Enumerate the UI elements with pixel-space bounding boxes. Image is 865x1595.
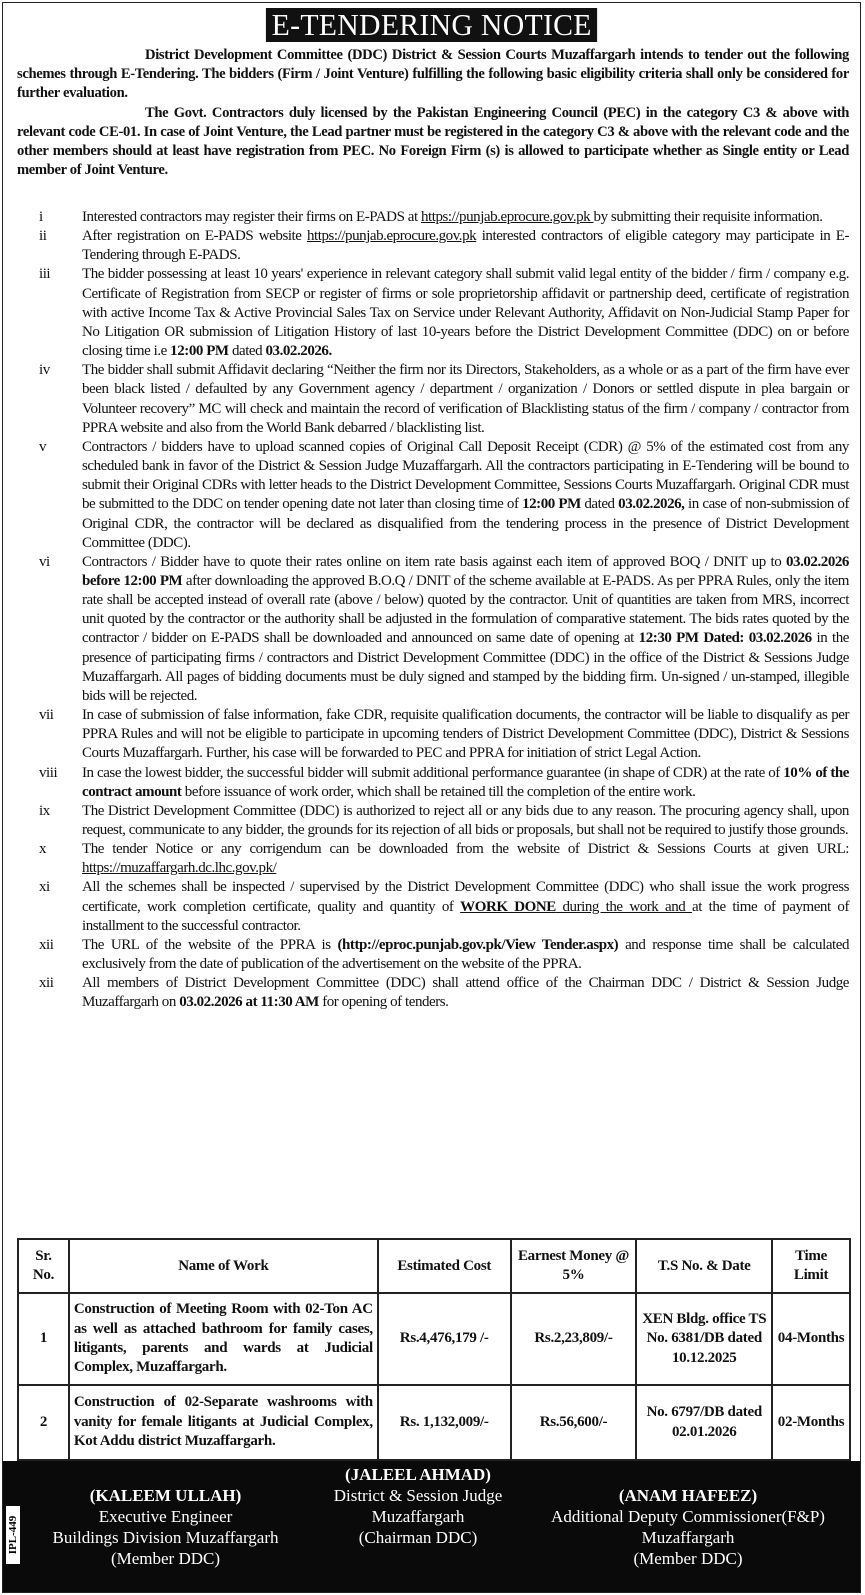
item-bold-text: 12:00 PM: [170, 343, 229, 360]
item-number: viii: [39, 764, 58, 781]
signatory-right: [523, 1485, 853, 1569]
item-text: at the time of payment of installment to the successful contractor.: [82, 898, 849, 934]
epads-link[interactable]: https://punjab.eprocure.gov.pk: [306, 228, 477, 245]
epads-link[interactable]: https://punjab.eprocure.gov.pk: [420, 209, 594, 225]
cell-earnest-money: Rs.2,23,809/-: [511, 1293, 637, 1385]
item-text: The tender Notice or any corrigendum can be downloaded from the website of District & Sessions Courts at given URL:: [82, 841, 849, 858]
condition-item: [17, 936, 849, 974]
cell-sr: 2: [18, 1385, 69, 1460]
header-earnest-money: Earnest Money @ 5%: [511, 1239, 637, 1293]
item-number: xii: [39, 975, 54, 992]
condition-item: [17, 706, 849, 763]
item-number: v: [39, 438, 47, 455]
item-text: after downloading the approved B.O.Q / DNIT of the scheme available at E-PADS. As per PPRA Rules, only the item rate shall be accepted instead of overall rate (above / below) quoted by the contractor. Unit of quantities are taken from MRS, incorrect unit quoted by the contractor or the authority shall be adjusted in the formulation of comparative statement. The bids rates quoted by the contractor / bidder on E-PADS shall be downloaded and announced on same date of opening at: [82, 572, 849, 647]
signatory-role: (Member DDC): [110, 1549, 221, 1568]
item-bold-text: 03.02.2026,: [618, 496, 685, 513]
item-text: The bidder possessing at least 10 years' experience in relevant category shall submit valid legal entity of the bidder / firm / company e.g. Certificate of Registration from SECP or register of firms or sole proprietorship affidavit or partnership deed, certificate of registration with active Income Tax & Active Provincial Sales Tax on Service under Relevant Authority, Affidavit on Non-Judicial Stamp Paper for No Litigation OR submission of Litigation History of last 10-years before the District Development Committee (DDC) on or before closing time i.e: [82, 266, 849, 360]
signatory-office: Muzaffargarh: [371, 1507, 465, 1526]
condition-item: [17, 974, 849, 1012]
item-text: by submitting their requisite information.: [593, 209, 823, 225]
item-text: In case of submission of false information, fake CDR, requisite qualification documents, the contractor will be liable to disqualify as per PPRA Rules and will not be eligible to participate in upcoming tenders of District Development Committee (DDC), District & Sessions Courts Muzaffargarh. Further, his case will be forwarded to PEC and PPRA for initiation of strict Legal Action.: [82, 707, 849, 762]
intro-text: [17, 46, 849, 180]
item-bold-text: 12:00 PM: [522, 496, 581, 513]
cell-name-of-work: Construction of Meeting Room with 02-Ton AC as well as attached bathroom for family cases, litigants, parents and wards at Judicial Complex, Muzaffargarh.: [69, 1293, 378, 1385]
item-bold-text: 03.02.2026.: [265, 343, 332, 360]
tender-notice-page: [2, 2, 861, 1593]
conditions-list: [17, 208, 849, 1013]
condition-item: [17, 840, 849, 878]
item-text: Interested contractors may register their firms on E-PADS at: [82, 209, 421, 225]
condition-item: [17, 764, 849, 802]
signatory-name: (KALEEM ULLAH): [89, 1486, 242, 1505]
table-header-row: [18, 1239, 850, 1293]
condition-item: [17, 802, 849, 840]
header-sr-no: Sr. No.: [18, 1239, 69, 1293]
cell-estimated-cost: Rs. 1,132,009/-: [378, 1385, 511, 1460]
item-number: iii: [39, 266, 51, 283]
table-row: [18, 1385, 850, 1460]
ipl-code-label: [6, 1506, 20, 1564]
item-underlined-text: during the work and: [555, 898, 693, 915]
table-row: [18, 1293, 850, 1385]
condition-item: [17, 227, 849, 265]
cell-time-limit: 04-Months: [772, 1293, 850, 1385]
item-bold-text: 12:30 PM Dated: 03.02.2026: [638, 630, 812, 647]
condition-item: [17, 361, 849, 438]
item-underlined-bold-text: WORK DONE: [460, 898, 556, 915]
title-wrap: [3, 8, 860, 42]
cell-earnest-money: Rs.56,600/-: [511, 1385, 637, 1460]
item-number: vii: [39, 707, 54, 724]
item-text: in the presence of participating firms / contractors and District Development Committee (DDC) in the office of the District & Sessions Judge Muzaffargarh. All pages of bidding documents must be duly signed and stamped by the bidding firm. Un-signed / un-stamped, illegible bids will be rejected.: [82, 630, 849, 704]
item-bold-text: 03.02.2026 at 11:30 AM: [179, 994, 319, 1011]
item-bold-text: 10% of the contract amount: [82, 764, 849, 800]
signatory-title: District & Session Judge: [333, 1486, 503, 1505]
condition-item: [17, 553, 849, 706]
works-table: [17, 1238, 851, 1461]
condition-item: [17, 265, 849, 361]
signatory-office: Muzaffargarh: [641, 1528, 735, 1547]
header-ts-no-date: T.S No. & Date: [636, 1239, 772, 1293]
item-text: The District Development Committee (DDC) is authorized to reject all or any bids due to any reason. The procuring agency shall, upon request, communicate to any bidder, the grounds for its rejection of all bids or proposals, but shall not be required to justify those grounds.: [82, 802, 849, 838]
item-number: vi: [39, 553, 50, 570]
item-number: xi: [39, 879, 50, 896]
cell-ts-no-date: No. 6797/DB dated 02.01.2026: [636, 1385, 772, 1460]
item-number: iv: [39, 362, 50, 379]
signatory-middle: [313, 1464, 523, 1548]
intro-paragraph-1: District Development Committee (DDC) District & Session Courts Muzaffargarh intends to tender out the following schemes through E-Tendering. The bidders (Firm / Joint Venture) fulfilling the following basic eligibility criteria shall only be considered for further evaluation.: [17, 47, 849, 102]
item-text: The bidder shall submit Affidavit declaring “Neither the firm nor its Directors, Stakeholders, as a whole or as a part of the firm have ever been black listed / defaulted by any Government agency / department / organization / Donors or settled dispute in plea bargain or Volunteer recovery” MC will check and maintain the record of verification of Blacklisting status of the firm / company / contractor from PPRA website and also from the World Bank debarred / blacklisting list.: [82, 362, 849, 436]
item-text: in case of non-submission of Original CDR, the contractor will be declared as disqualified from the tendering process in the presence of District Development Committee (DDC).: [82, 496, 849, 551]
cell-time-limit: 02-Months: [772, 1385, 850, 1460]
condition-item: [17, 208, 849, 227]
header-time-limit: Time Limit: [772, 1239, 850, 1293]
intro-paragraph-2: The Govt. Contractors duly licensed by the Pakistan Engineering Council (PEC) in the category C3 & above with relevant code CE-01. In case of Joint Venture, the Lead partner must be registered in the category C3 & above with the relevant code and the other members should at least have registration from PEC. No Foreign Firm (s) is allowed to participate whether as Single entity or Lead member of Joint Venture.: [17, 104, 849, 179]
item-text: In case the lowest bidder, the successful bidder will submit additional performance guarantee (in shape of CDR) at the rate of: [82, 764, 784, 781]
signatory-name: (JALEEL AHMAD): [345, 1465, 491, 1484]
header-name-of-work: Name of Work: [69, 1239, 378, 1293]
item-text: interested contractors of eligible category may participate in E-Tendering through E-PADS.: [82, 228, 849, 264]
item-number: xii: [39, 936, 54, 953]
ipl-code: IPL-449: [7, 1515, 19, 1555]
signatory-role: (Member DDC): [633, 1549, 743, 1568]
item-number: ii: [39, 228, 47, 245]
item-text: before issuance of work order, which shall be retained till the completion of the entire work.: [181, 783, 696, 800]
signatories-footer: [3, 1461, 860, 1593]
signatory-name: (ANAM HAFEEZ): [618, 1486, 758, 1505]
item-text: Contractors / bidders have to upload scanned copies of Original Call Deposit Receipt (CDR) @ 5% of the estimated cost from any scheduled bank in favor of the District & Session Judge Muzaffargarh. All the contractors participating in E-Tendering will be bound to submit their Original CDRs with letter heads to the District Development Committee, Sessions Courts Muzaffargarh. Original CDR must be submitted to the DDC on tender opening date not later than closing time of: [82, 438, 849, 513]
item-text: dated: [228, 343, 266, 360]
cell-name-of-work: Construction of 02-Separate washrooms with vanity for female litigants at Judicial Complex, Kot Addu district Muzaffargarh.: [69, 1385, 378, 1460]
signatory-title: Executive Engineer: [98, 1507, 233, 1526]
item-number: i: [39, 209, 43, 225]
signatory-role: (Chairman DDC): [358, 1528, 478, 1547]
item-text: After registration on E-PADS website: [82, 228, 307, 245]
item-text: The URL of the website of the PPRA is: [82, 936, 338, 953]
notice-title: E-TENDERING NOTICE: [266, 8, 598, 42]
ppra-url[interactable]: (http://eproc.punjab.gov.pk/View Tender.aspx): [337, 936, 619, 953]
cell-ts-no-date: XEN Bldg. office TS No. 6381/DB dated 10.12.2025: [636, 1293, 772, 1385]
cell-sr: 1: [18, 1293, 69, 1385]
item-number: ix: [39, 802, 50, 819]
item-text: Contractors / Bidder have to quote their rates online on item rate basis against each item of approved BOQ / DNIT up to: [82, 553, 786, 570]
condition-item: [17, 438, 849, 553]
item-text: for opening of tenders.: [318, 994, 449, 1011]
item-text: All members of District Development Committee (DDC) shall attend office of the Chairman DDC / District & Session Judge Muzaffargarh on: [82, 975, 849, 1011]
courts-website-link[interactable]: https://muzaffargarh.dc.lhc.gov.pk/: [82, 860, 277, 877]
item-text: dated: [580, 496, 619, 513]
signatory-title: Additional Deputy Commissioner(F&P): [551, 1507, 825, 1526]
signatory-office: Buildings Division Muzaffargarh: [52, 1528, 279, 1547]
item-bold-text: 03.02.2026 before 12:00 PM: [82, 553, 849, 589]
header-estimated-cost: Estimated Cost: [378, 1239, 511, 1293]
signatory-left: [43, 1485, 288, 1569]
cell-estimated-cost: Rs.4,476,179 /-: [378, 1293, 511, 1385]
condition-item: [17, 878, 849, 935]
item-text: and response time shall be calculated exclusively from the date of publication of the advertisement on the website of the PPRA.: [82, 936, 849, 973]
item-text: All the schemes shall be inspected / supervised by the District Development Committee (DDC) who shall issue the work progress certificate, work completion certificate, quality and quantity of: [82, 879, 849, 915]
item-number: x: [39, 841, 47, 858]
